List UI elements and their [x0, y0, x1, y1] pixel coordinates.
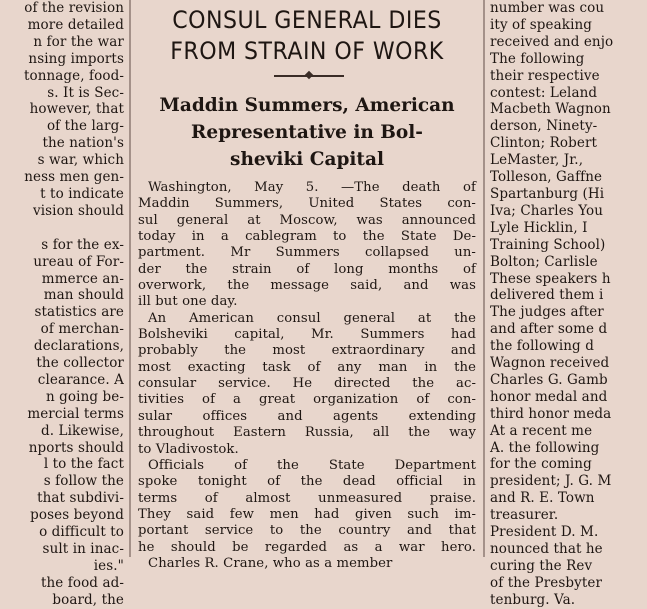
right-column-line: third honor meda — [490, 405, 612, 422]
article-body-line: Maddin Summers, United States con- — [138, 196, 476, 212]
left-column-line: board, the — [52, 591, 124, 608]
right-column-line: received and enjo — [490, 33, 614, 50]
right-column-line: At a recent me — [490, 422, 593, 439]
subheadline — [134, 92, 480, 173]
right-column — [487, 0, 647, 608]
article-body-line: terms of almost unmeasured praise. — [138, 490, 476, 506]
headline-line-2: FROM STRAIN OF WORK — [170, 37, 444, 65]
subheadline-line-2: Representative in Bol- — [191, 122, 423, 143]
right-column-line: These speakers h — [490, 270, 611, 287]
left-column-line: of merchan- — [40, 321, 124, 338]
left-column-line: d. Likewise, — [41, 422, 124, 439]
left-column-line: tonnage, food- — [23, 67, 124, 84]
left-column-line: sult in inac- — [42, 541, 124, 557]
right-column-line: their respective — [490, 67, 600, 84]
left-column-line: the collector — [36, 355, 124, 372]
right-column-line: Training School) — [490, 236, 606, 253]
left-column-line: mmerce an- — [41, 270, 124, 287]
right-column-line: for the coming — [490, 456, 592, 473]
right-column-line: Charles G. Gamb — [490, 371, 608, 388]
right-column-line: and R. E. Town — [490, 490, 595, 507]
left-column-line: that subdivi- — [37, 490, 124, 507]
article-body-line: spoke tonight of the dead official in — [138, 474, 476, 490]
right-column-line: Wagnon received — [490, 355, 610, 372]
subheadline-line-3: sheviki Capital — [230, 149, 384, 170]
left-column-line — [0, 220, 127, 237]
headline-line-1: CONSUL GENERAL DIES — [172, 6, 442, 34]
article-body-line: overwork, the message said, and was — [138, 278, 476, 294]
article-body — [134, 180, 480, 572]
left-column-line: clearance. A — [37, 371, 124, 388]
article-body-line: They said few men had given such im- — [138, 506, 476, 522]
article-body-line: today in a cablegram to the State De- — [138, 229, 476, 245]
left-column-line: nsing imports — [28, 50, 124, 67]
article-body-line: consular service. He directed the ac- — [138, 376, 476, 392]
column-rule — [483, 0, 485, 557]
left-column-line: of the larg- — [46, 118, 124, 135]
right-column-line: of the Presbyter — [490, 574, 603, 591]
left-column-line: s war, which — [37, 152, 124, 169]
left-column-line: s follow the — [43, 473, 124, 490]
article-column — [134, 0, 480, 571]
left-column-line: s. It is Sec- — [47, 84, 124, 101]
right-column-line: The following — [490, 50, 585, 67]
right-column-line: delivered them i — [490, 287, 604, 304]
right-column-line: nounced that he — [490, 541, 603, 557]
article-body-line: Charles R. Crane, who as a member — [148, 555, 393, 571]
left-column-line: declarations, — [33, 338, 124, 355]
right-column-line: tenburg. Va. — [490, 591, 576, 608]
left-column-line: more detailed — [27, 16, 124, 33]
article-body-line: probably the most extraordinary and — [138, 343, 476, 359]
left-column-line: poses beyond — [30, 507, 124, 524]
left-column-line: s for the ex- — [41, 236, 124, 253]
left-column-line: the food ad- — [40, 574, 124, 591]
article-body-line: throughout Eastern Russia, all the way — [138, 425, 476, 441]
right-column-line: the following d — [490, 338, 594, 355]
left-column-line: l to the fact — [43, 456, 124, 473]
left-column-line: o difficult to — [39, 524, 124, 541]
right-column-line: derson, Ninety- — [490, 118, 598, 135]
right-column-line: treasurer. — [490, 507, 559, 524]
article-body-line: sul general at Moscow, was announced — [138, 212, 476, 228]
article-body-line: An American consul general at the — [148, 310, 476, 326]
left-column-line: statistics are — [34, 304, 124, 321]
right-column-line: honor medal and — [490, 388, 608, 405]
left-column-line: n going be- — [46, 388, 124, 405]
right-column-line: Bolton; Carlisle — [490, 253, 598, 270]
article-body-line: Washington, May 5. —The death of — [148, 180, 476, 195]
column-rule — [129, 0, 131, 557]
right-column-line: Macbeth Wagnon — [490, 101, 611, 118]
left-column-line: nports should — [28, 439, 124, 456]
right-column-line: Clinton; Robert — [490, 135, 598, 152]
article-body-line: der the strain of long months of — [138, 261, 476, 277]
left-column-line: mercial terms — [27, 405, 124, 422]
right-column-line: and after some d — [490, 321, 608, 338]
left-column-line: vision should — [32, 202, 124, 219]
article-body-line: ill but one day. — [138, 294, 238, 310]
left-column-line: of the revision — [24, 0, 124, 16]
article-body-line: Bolsheviki capital, Mr. Summers had — [138, 327, 476, 343]
left-column-line: the nation's — [42, 135, 124, 152]
article-body-line: portant service to the country and that — [138, 523, 476, 539]
left-column-line: ness men gen- — [24, 169, 124, 186]
right-column-line: Lyle Hicklin, I — [490, 219, 588, 236]
right-column-line: President D. M. — [490, 524, 599, 541]
right-column-line: ity of speaking — [490, 16, 593, 33]
right-column-line: The judges after — [490, 304, 604, 321]
left-column-line: however, that — [29, 101, 124, 118]
right-column-line: Spartanburg (Hi — [490, 185, 605, 202]
left-column-line: man should — [43, 287, 124, 304]
right-column-line: president; J. G. M — [490, 473, 612, 490]
headline-divider — [274, 75, 344, 77]
article-body-line: partment. Mr Summers collapsed un- — [138, 245, 476, 261]
left-column-line: n for the war — [33, 33, 124, 50]
article-body-line: Officials of the State Department — [148, 457, 476, 473]
article-body-line: to Vladivostok. — [138, 441, 239, 457]
right-column-line: Tolleson, Gaffne — [490, 169, 603, 186]
right-column-line: contest: Leland — [490, 84, 598, 101]
right-column-line: A. the following — [490, 439, 600, 456]
left-column — [0, 0, 127, 608]
right-column-line: Iva; Charles You — [490, 202, 604, 219]
left-column-line: ureau of For- — [33, 253, 124, 270]
article-body-line: sular offices and agents extending — [138, 408, 476, 424]
left-column-line: ies." — [93, 557, 124, 574]
left-column-line: t to indicate — [40, 185, 124, 202]
article-body-line: he should be regarded as a war hero. — [138, 539, 476, 555]
right-column-line: curing the Rev — [490, 557, 593, 574]
article-body-line: tivities of a great organization of con- — [138, 392, 476, 408]
right-column-line: LeMaster, Jr., — [490, 152, 584, 169]
right-column-line: number was cou — [490, 0, 605, 16]
subheadline-line-1: Maddin Summers, American — [159, 95, 455, 116]
article-body-line: most exacting task of any man in the — [138, 359, 476, 375]
